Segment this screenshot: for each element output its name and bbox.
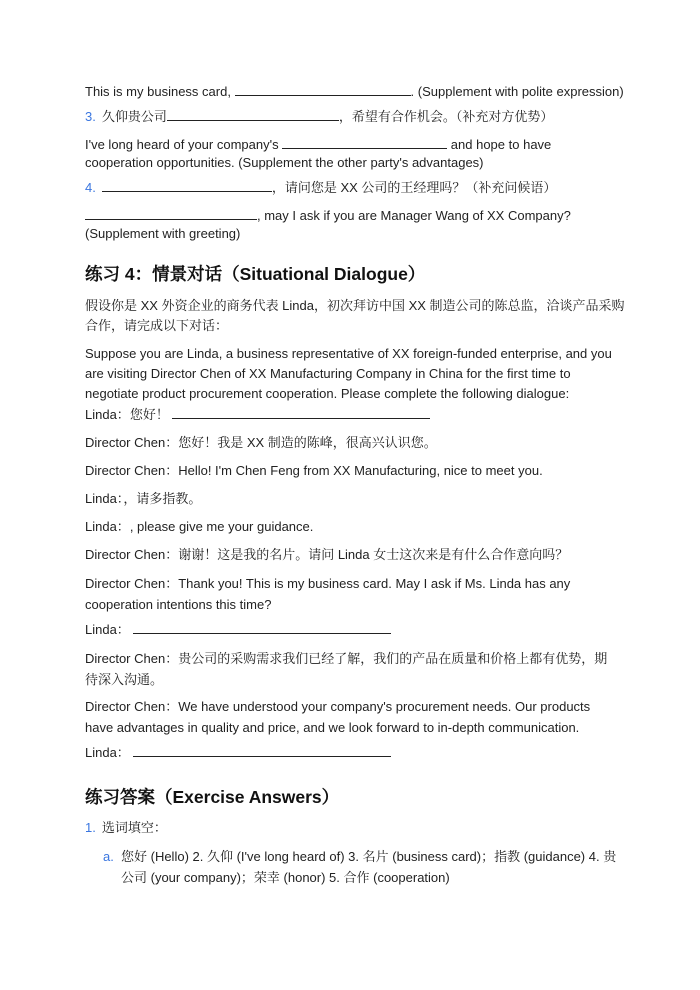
answer-blank[interactable] (133, 744, 391, 757)
answer-blank[interactable] (133, 621, 391, 634)
business-card-en-line: This is my business card, . (Supplement with polite expression) (85, 84, 624, 99)
answer-sub-a: a. 您好 (Hello) 2. 久仰 (I've long heard of) 3. 名片 (business card)；指教 (guidance) 4. 贵公司 (your company)；荣幸 (honor) 5. 合作 (cooperation) (121, 846, 621, 888)
answer-item-1: 1. 选词填空： (85, 820, 167, 835)
blank-field[interactable] (282, 136, 447, 149)
list-number: 3. (85, 109, 96, 124)
list-marker: a. (103, 849, 114, 864)
question-4-en: , may I ask if you are Manager Wang of XX Company? (85, 206, 571, 226)
blank-field[interactable] (235, 83, 411, 96)
dialogue-line: Linda：, please give me your guidance. (85, 519, 314, 534)
dialogue-line: Linda： (85, 620, 391, 640)
intro-en: Suppose you are Linda, a business representative of XX foreign-funded enterprise, and you are visiting Director Chen of XX Manufacturing Company in China for the first time to negotiate product procurement cooperation. Please complete the following dialogue: (85, 346, 612, 401)
intro-cn: 假设你是 XX 外资企业的商务代表 Linda，初次拜访中国 XX 制造公司的陈总监，洽谈产品采购合作，请完成以下对话： (85, 298, 625, 333)
question-3-en: I've long heard of your company's and hope to have (85, 137, 552, 152)
dialogue-line: Director Chen：We have understood your company's procurement needs. Our products have advantages in quality and price, and we look forward to in-depth communication. (85, 699, 591, 735)
dialogue-line: Linda： (85, 743, 391, 763)
answer-blank[interactable] (172, 406, 430, 419)
question-4-en-line2: (Supplement with greeting) (85, 226, 241, 241)
question-4: 4. ，请问您是 XX 公司的王经理吗？（补充问候语） (85, 180, 557, 195)
section-4-title: 练习 4：情景对话（Situational Dialogue） (85, 264, 426, 284)
dialogue-line: Linda：，请多指教。 (85, 491, 202, 506)
blank-field[interactable] (85, 207, 257, 220)
question-3: 3. 久仰贵公司 ，希望有合作机会。（补充对方优势） (85, 109, 554, 124)
dialogue-line: Director Chen：Hello! I'm Chen Feng from XX Manufacturing, nice to meet you. (85, 463, 543, 478)
blank-field[interactable] (167, 108, 339, 121)
blank-field[interactable] (102, 179, 272, 192)
question-3-en-line2: cooperation opportunities. (Supplement the other party's advantages) (85, 155, 484, 170)
list-number: 4. (85, 180, 96, 195)
dialogue-line: Director Chen：Thank you! This is my business card. May I ask if Ms. Linda has any cooperation intentions this time? (85, 576, 571, 612)
list-number: 1. (85, 820, 96, 835)
dialogue-line: Linda：您好！ (85, 405, 430, 425)
dialogue-line: Director Chen：谢谢！这是我的名片。请问 Linda 女士这次来是有什么合作意向吗？ (85, 547, 569, 562)
dialogue-line: Director Chen：贵公司的采购需求我们已经了解，我们的产品在质量和价格上都有优势，期待深入沟通。 (85, 651, 608, 687)
answers-title: 练习答案（Exercise Answers） (85, 787, 340, 807)
dialogue-line: Director Chen：您好！我是 XX 制造的陈峰，很高兴认识您。 (85, 435, 437, 450)
